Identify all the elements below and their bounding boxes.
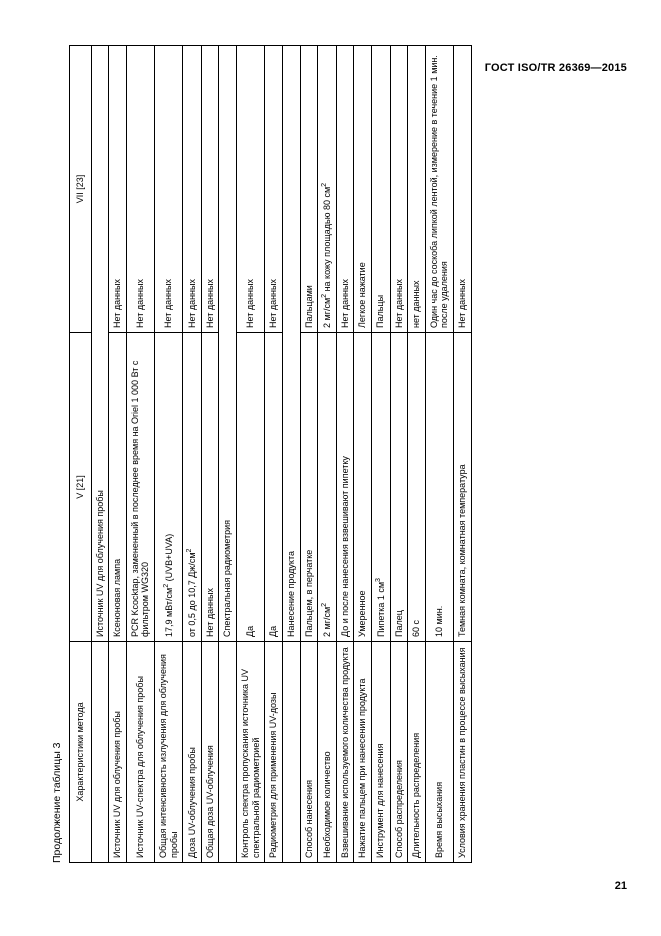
table-row <box>236 46 264 863</box>
row-value-v21: До и после нанесения взвешивают пипетку <box>336 333 354 642</box>
row-label: Необходимое количество <box>317 642 336 863</box>
row-value-v21: от 0,5 до 10,7 $Дж/см^2$ <box>182 333 201 642</box>
standard-header: ГОСТ ISO/TR 26369—2015 <box>484 62 627 74</box>
row-value-vii23: нет данных <box>407 46 425 333</box>
table-row <box>371 46 390 863</box>
row-label: Источник UV для облучения пробы <box>108 642 126 863</box>
row-label: Нажатие пальцем при нанесении продукта <box>353 642 371 863</box>
column-header-vii23: VII [23] <box>69 46 91 333</box>
table-row <box>108 46 126 863</box>
row-value-vii23: Нет данных <box>201 46 219 333</box>
row-label: Время высыхания <box>425 642 453 863</box>
row-value-v21: Ксеноновая лампа <box>108 333 126 642</box>
row-value-v21: Да <box>236 333 264 642</box>
row-value-v21: Палец <box>390 333 408 642</box>
table-row <box>317 46 336 863</box>
row-label: Доза UV-облучения пробы <box>182 642 201 863</box>
row-value-vii23: 2 $мг/см^2$ на кожу площадью 80 $см^2$ <box>317 46 336 333</box>
row-value-vii23: Нет данных <box>336 46 354 333</box>
row-label: Общая интенсивность излучения для облучения пробы <box>154 642 182 863</box>
row-value-v21: 10 мин. <box>425 333 453 642</box>
table-row <box>300 46 318 863</box>
row-label: Инструмент для нанесения <box>371 642 390 863</box>
table-row <box>126 46 154 863</box>
section-spacer-cell <box>282 642 300 863</box>
row-value-vii23: Нет данных <box>264 46 282 333</box>
row-label: Радиометрия для применения UV-дозы <box>264 642 282 863</box>
table-caption: Продолжение таблицы 3 <box>50 742 63 863</box>
row-label: Способ распределения <box>390 642 408 863</box>
section-label-product-application: Нанесение продукта <box>282 46 300 642</box>
row-value-vii23: Нет данных <box>126 46 154 333</box>
table-row <box>201 46 219 863</box>
section-label-spectral-radiometry: Спектральная радиометрия <box>218 46 236 642</box>
row-value-v21: Пальцем, в перчатке <box>300 333 318 642</box>
section-label-uv-source: Источник UV для облучения пробы <box>91 46 109 642</box>
column-header-v21: V [21] <box>69 333 91 642</box>
row-value-vii23: Пальцы <box>371 46 390 333</box>
table-row <box>264 46 282 863</box>
table-row <box>336 46 354 863</box>
row-label: Общая доза UV-облучения <box>201 642 219 863</box>
row-label: Контроль спектра пропускания источника UV спектральной радиометрией <box>236 642 264 863</box>
row-value-v21: 60 с <box>407 333 425 642</box>
section-spacer-cell <box>218 642 236 863</box>
row-value-v21: PCR Kcocktap, замененный в последнее время на Oriel 1 000 Вт с фильтром WG320 <box>126 333 154 642</box>
section-spacer-cell <box>91 642 109 863</box>
table-row <box>353 46 371 863</box>
table-row <box>453 46 471 863</box>
row-value-vii23: Нет данных <box>236 46 264 333</box>
row-value-vii23: Нет данных <box>453 46 471 333</box>
table-row <box>407 46 425 863</box>
row-label: Способ нанесения <box>300 642 318 863</box>
row-value-v21: Да <box>264 333 282 642</box>
row-value-v21: 2 $мг/см^2$ <box>317 333 336 642</box>
row-value-vii23: Легкое нажатие <box>353 46 371 333</box>
page-number: 21 <box>614 880 627 892</box>
row-label: Взвешивание используемого количества продукта <box>336 642 354 863</box>
table-row <box>182 46 201 863</box>
row-value-vii23: Нет данных <box>108 46 126 333</box>
row-value-v21: Умеренное <box>353 333 371 642</box>
table-section-row <box>282 46 300 863</box>
table-row <box>425 46 453 863</box>
method-characteristics-table <box>69 45 472 863</box>
row-value-v21: Нет данных <box>201 333 219 642</box>
table-section-row <box>218 46 236 863</box>
table-row <box>154 46 182 863</box>
row-label: Источник UV-спектра для облучения пробы <box>126 642 154 863</box>
row-label: Длительность распределения <box>407 642 425 863</box>
table-section-row <box>91 46 109 863</box>
row-value-v21: 17,9 мВт/$см^2$ (UVB+UVA) <box>154 333 182 642</box>
row-value-vii23: Нет данных <box>390 46 408 333</box>
table-header-row <box>69 46 91 863</box>
row-value-v21: Пипетка 1 $см^3$ <box>371 333 390 642</box>
row-value-v21: Темная комната, комнатная температура <box>453 333 471 642</box>
row-value-vii23: Один час до соскоба липкой лентой, измерение в течение 1 мин. после удаления <box>425 46 453 333</box>
row-value-vii23: Нет данных <box>182 46 201 333</box>
row-value-vii23: Пальцами <box>300 46 318 333</box>
table-row <box>390 46 408 863</box>
row-label: Условия хранения пластин в процессе высыхания <box>453 642 471 863</box>
column-header-characteristics: Характеристики метода <box>69 642 91 863</box>
row-value-vii23: Нет данных <box>154 46 182 333</box>
